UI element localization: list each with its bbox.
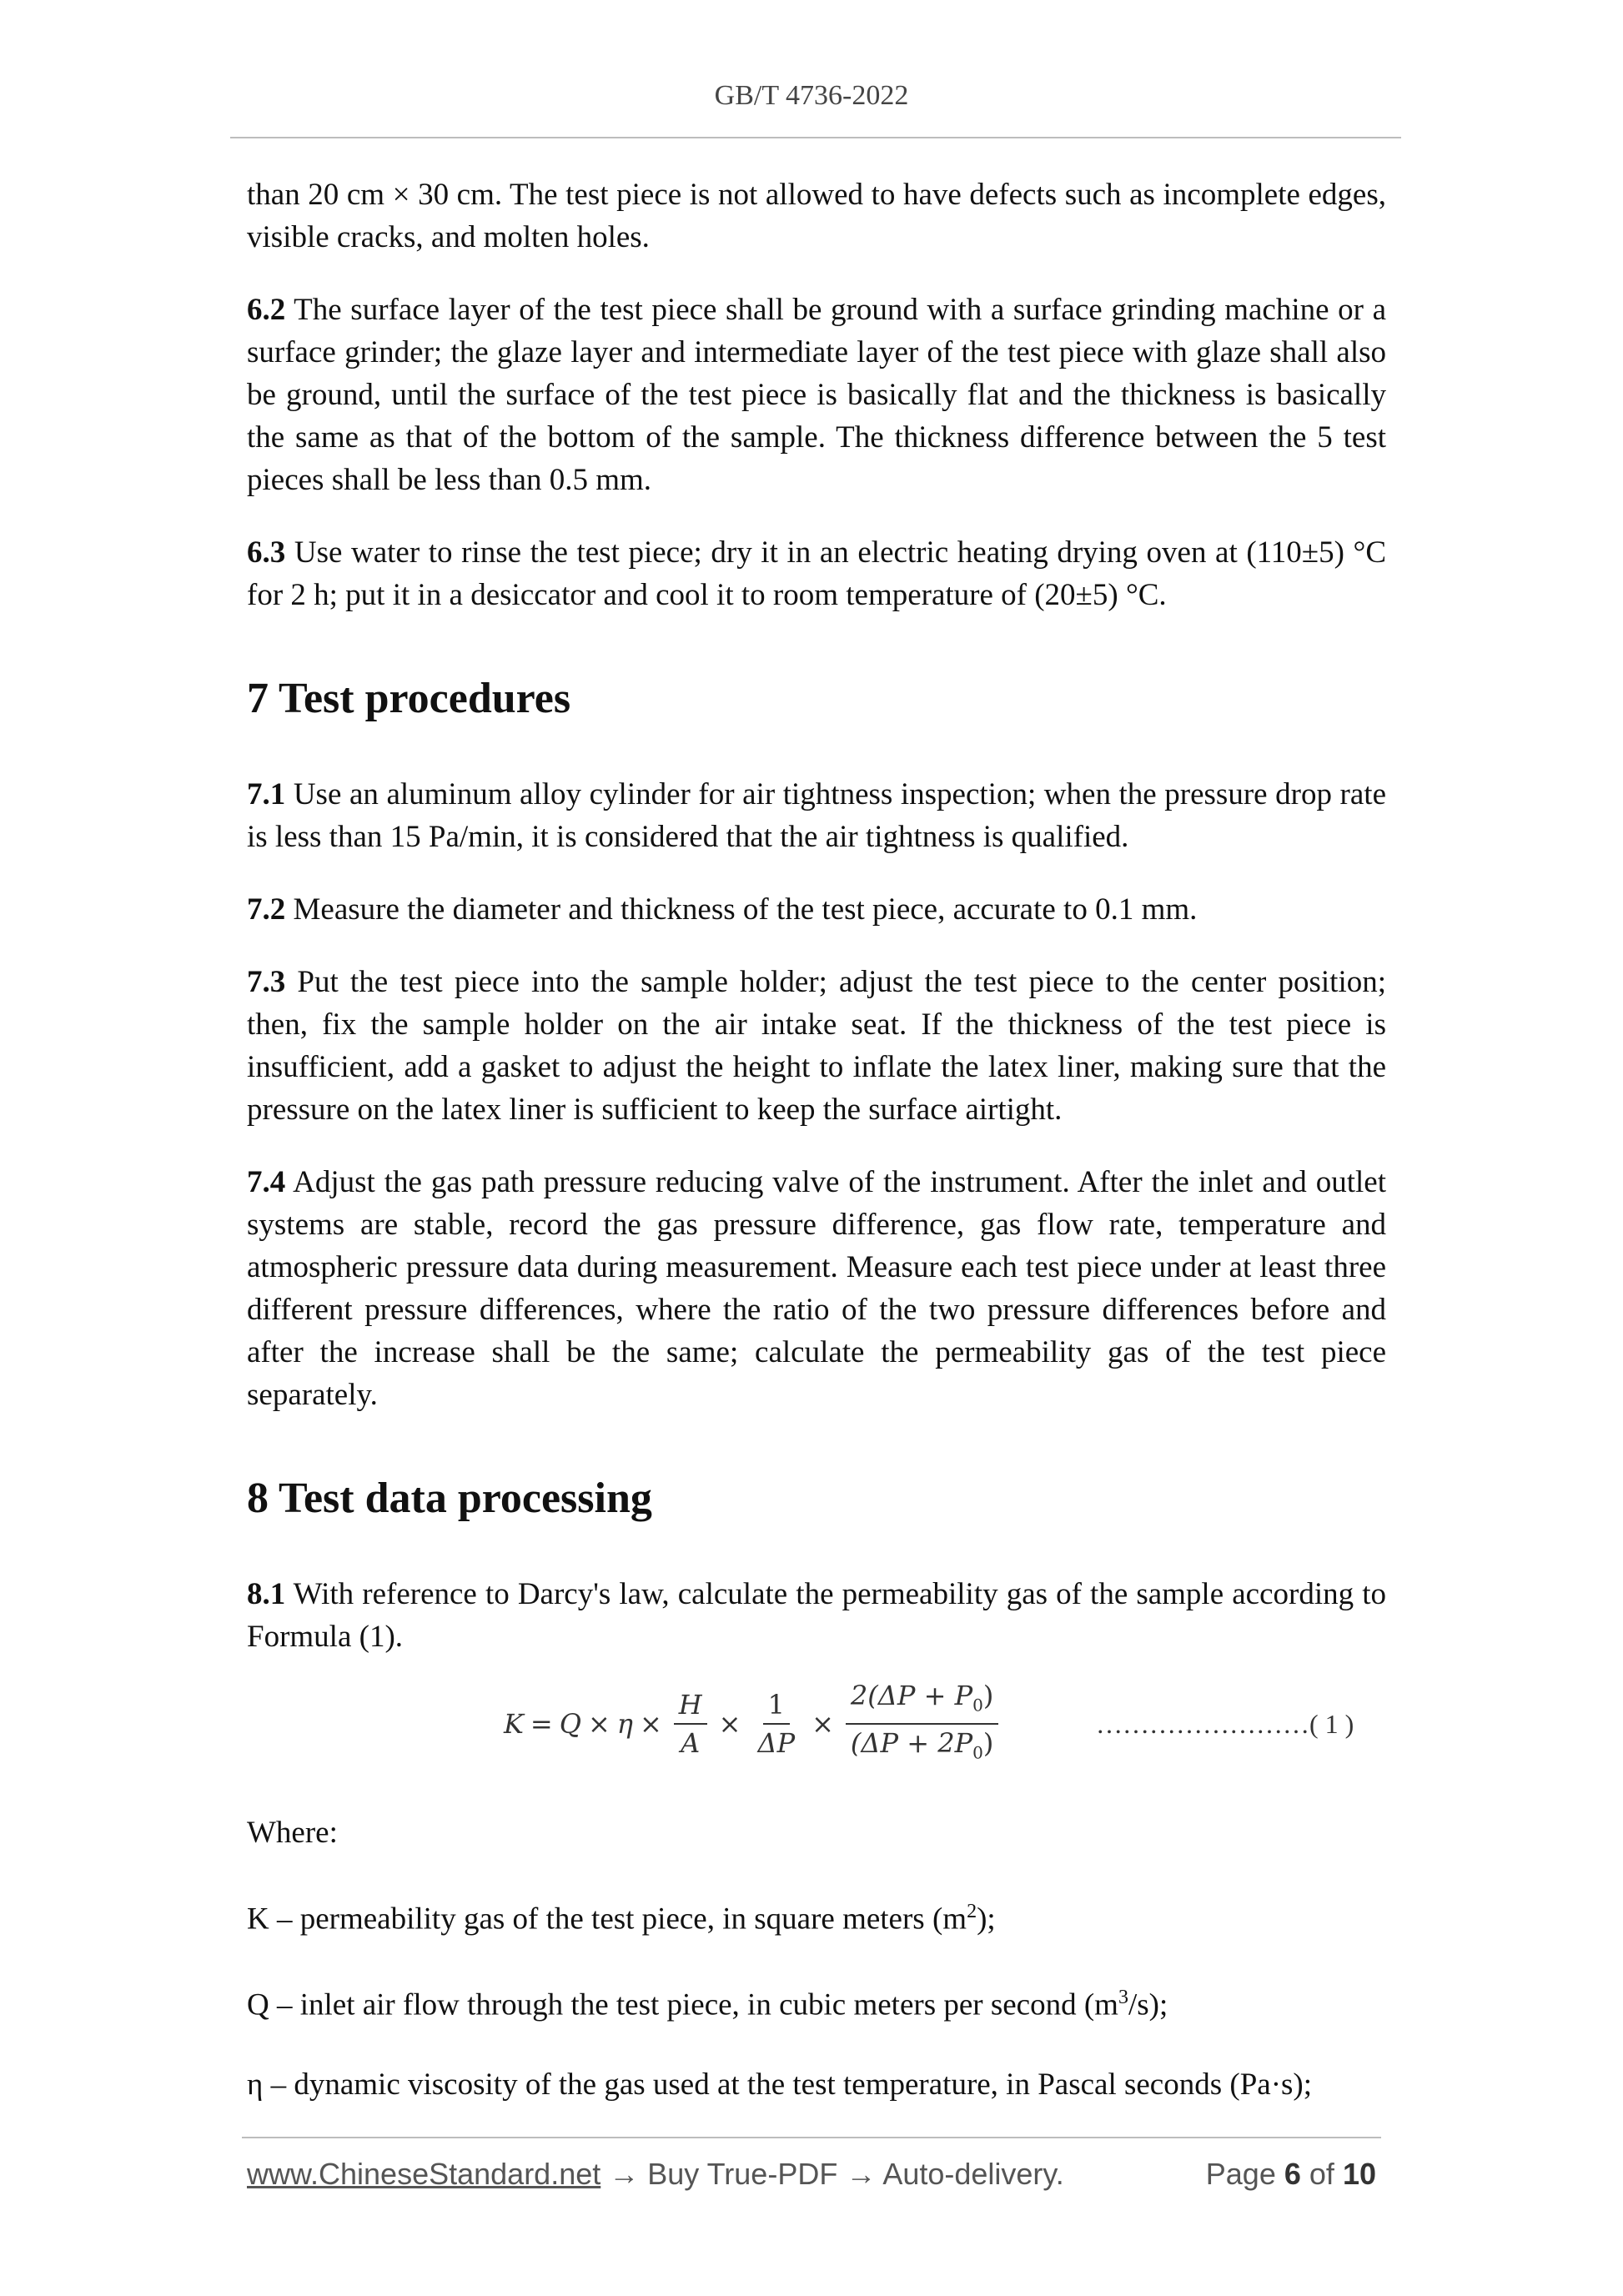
formula-times: ×: [718, 1708, 741, 1740]
of-word: of: [1309, 2157, 1334, 2191]
clause-text: Put the test piece into the sample holder; adjust the test piece to the center position; then, fix the sample holder on the air intake seat. If the thickness of the test piece is insufficient, add a gasket to adjust the height to inflate the latex liner, making sure that the pressure on the latex liner is sufficient to keep the surface airtight.: [247, 965, 1386, 1127]
formula-times: ×: [812, 1708, 834, 1740]
fraction-denominator: A: [681, 1727, 701, 1759]
superscript: 3: [1118, 1987, 1128, 2009]
clause-7-1: [247, 773, 1386, 858]
clause-number: 7.2: [247, 892, 286, 927]
header-divider: [230, 137, 1401, 138]
section-heading-7: 7 Test procedures: [247, 675, 571, 722]
superscript: 2: [967, 1901, 977, 1922]
site-link[interactable]: www.ChineseStandard.net: [247, 2157, 601, 2191]
formula-times: ×: [639, 1708, 662, 1740]
fraction-numerator: 1: [763, 1688, 790, 1725]
footer-promo: [247, 2157, 1064, 2192]
fraction-numerator: H: [674, 1688, 707, 1725]
definition-text-end: );: [977, 1902, 996, 1937]
page-footer: [247, 2157, 1386, 2198]
clause-number: 7.4: [247, 1165, 286, 1199]
fraction-numerator: [846, 1679, 998, 1725]
current-page-number: 6: [1284, 2157, 1301, 2191]
clause-number: 6.3: [247, 535, 286, 570]
page-header-standard-code: GB/T 4736-2022: [714, 80, 909, 111]
total-page-number: 10: [1342, 2157, 1376, 2191]
definition-text-end: /s);: [1128, 1987, 1168, 2022]
clause-text: Measure the diameter and thickness of the test piece, accurate to 0.1 mm.: [285, 892, 1198, 927]
formula-1: [504, 1678, 1003, 1770]
clause-6-3: [247, 531, 1386, 616]
definition-text: K – permeability gas of the test piece, in square meters (m: [247, 1902, 967, 1937]
fraction-denominator: [846, 1725, 998, 1769]
paragraph-intro-continuation: than 20 cm × 30 cm. The test piece is not allowed to have defects such as incomplete edges, visible cracks, and molten holes.: [247, 178, 1386, 254]
page-indicator: [1206, 2157, 1376, 2192]
definition-q: [247, 1977, 1386, 2026]
formula-number: ……………………( 1 ): [1096, 1708, 1354, 1739]
definition-text: Q – inlet air flow through the test piece, in cubic meters per second (m: [247, 1987, 1118, 2022]
clause-text: Adjust the gas path pressure reducing valve of the instrument. After the inlet and outlet systems are stable, record the gas pressure difference, gas flow rate, temperature and atmospheric pressure data during measurement. Measure each test piece under at least three different pressure differences, where the ratio of the two pressure differences before and after the increase shall be the same; calculate the permeability gas of the test piece separately.: [247, 1165, 1386, 1412]
footer-divider: [242, 2137, 1381, 2138]
clause-number: 6.2: [247, 293, 286, 327]
document-body: [247, 173, 1386, 2143]
where-label: Where:: [247, 1816, 338, 1850]
numerator-text: 2(ΔP + P: [850, 1679, 973, 1711]
clause-7-4: [247, 1161, 1386, 1416]
denominator-close: ): [982, 1727, 994, 1759]
denominator-text: (ΔP + 2P: [850, 1727, 973, 1759]
formula-q: Q: [559, 1708, 581, 1740]
clause-number: 8.1: [247, 1577, 286, 1611]
definition-k: [247, 1891, 1386, 1940]
clause-text: Use an aluminum alloy cylinder for air tightness inspection; when the pressure drop rate is less than 15 Pa/min, it is considered that the air tightness is qualified.: [247, 777, 1386, 854]
clause-text: Use water to rinse the test piece; dry it in an electric heating drying oven at (110±5) °C for 2 h; put it in a desiccator and cool it to room temperature of (20±5) °C.: [247, 535, 1386, 612]
definition-eta: η – dynamic viscosity of the gas used at the test temperature, in Pascal seconds (Pa·s);: [247, 2067, 1313, 2102]
clause-6-2: [247, 289, 1386, 501]
numerator-close: ): [982, 1679, 994, 1711]
subscript-zero: 0: [972, 1695, 983, 1715]
formula-k: K: [504, 1708, 524, 1740]
formula-equals: =: [530, 1708, 553, 1740]
clause-7-2: [247, 888, 1386, 931]
clause-text: With reference to Darcy's law, calculate the permeability gas of the sample according to Formula (1).: [247, 1577, 1386, 1654]
section-heading-8: 8 Test data processing: [247, 1475, 652, 1522]
formula-eta: η: [616, 1708, 633, 1740]
formula-1-row: [247, 1678, 1386, 1770]
clause-number: 7.3: [247, 965, 286, 999]
fraction-h-over-a: [674, 1688, 707, 1760]
clause-7-3: [247, 961, 1386, 1131]
promo-text: → Buy True-PDF → Auto-delivery.: [600, 2157, 1064, 2191]
fraction-denominator: ΔP: [757, 1727, 796, 1759]
clause-number: 7.1: [247, 777, 286, 811]
fraction-pressure-ratio: [846, 1679, 998, 1770]
clause-text: The surface layer of the test piece shall be ground with a surface grinding machine or a surface grinder; the glaze layer and intermediate layer of the test piece with glaze shall also be ground, until the surface of the test piece is basically flat and the thickness is basically the same as that of the bottom of the sample. The thickness difference between the 5 test pieces shall be less than 0.5 mm.: [247, 293, 1386, 497]
subscript-zero: 0: [972, 1742, 983, 1763]
formula-times: ×: [587, 1708, 611, 1740]
fraction-one-over-dp: [752, 1688, 800, 1760]
clause-8-1: [247, 1573, 1386, 1658]
page-word: Page: [1205, 2157, 1276, 2191]
